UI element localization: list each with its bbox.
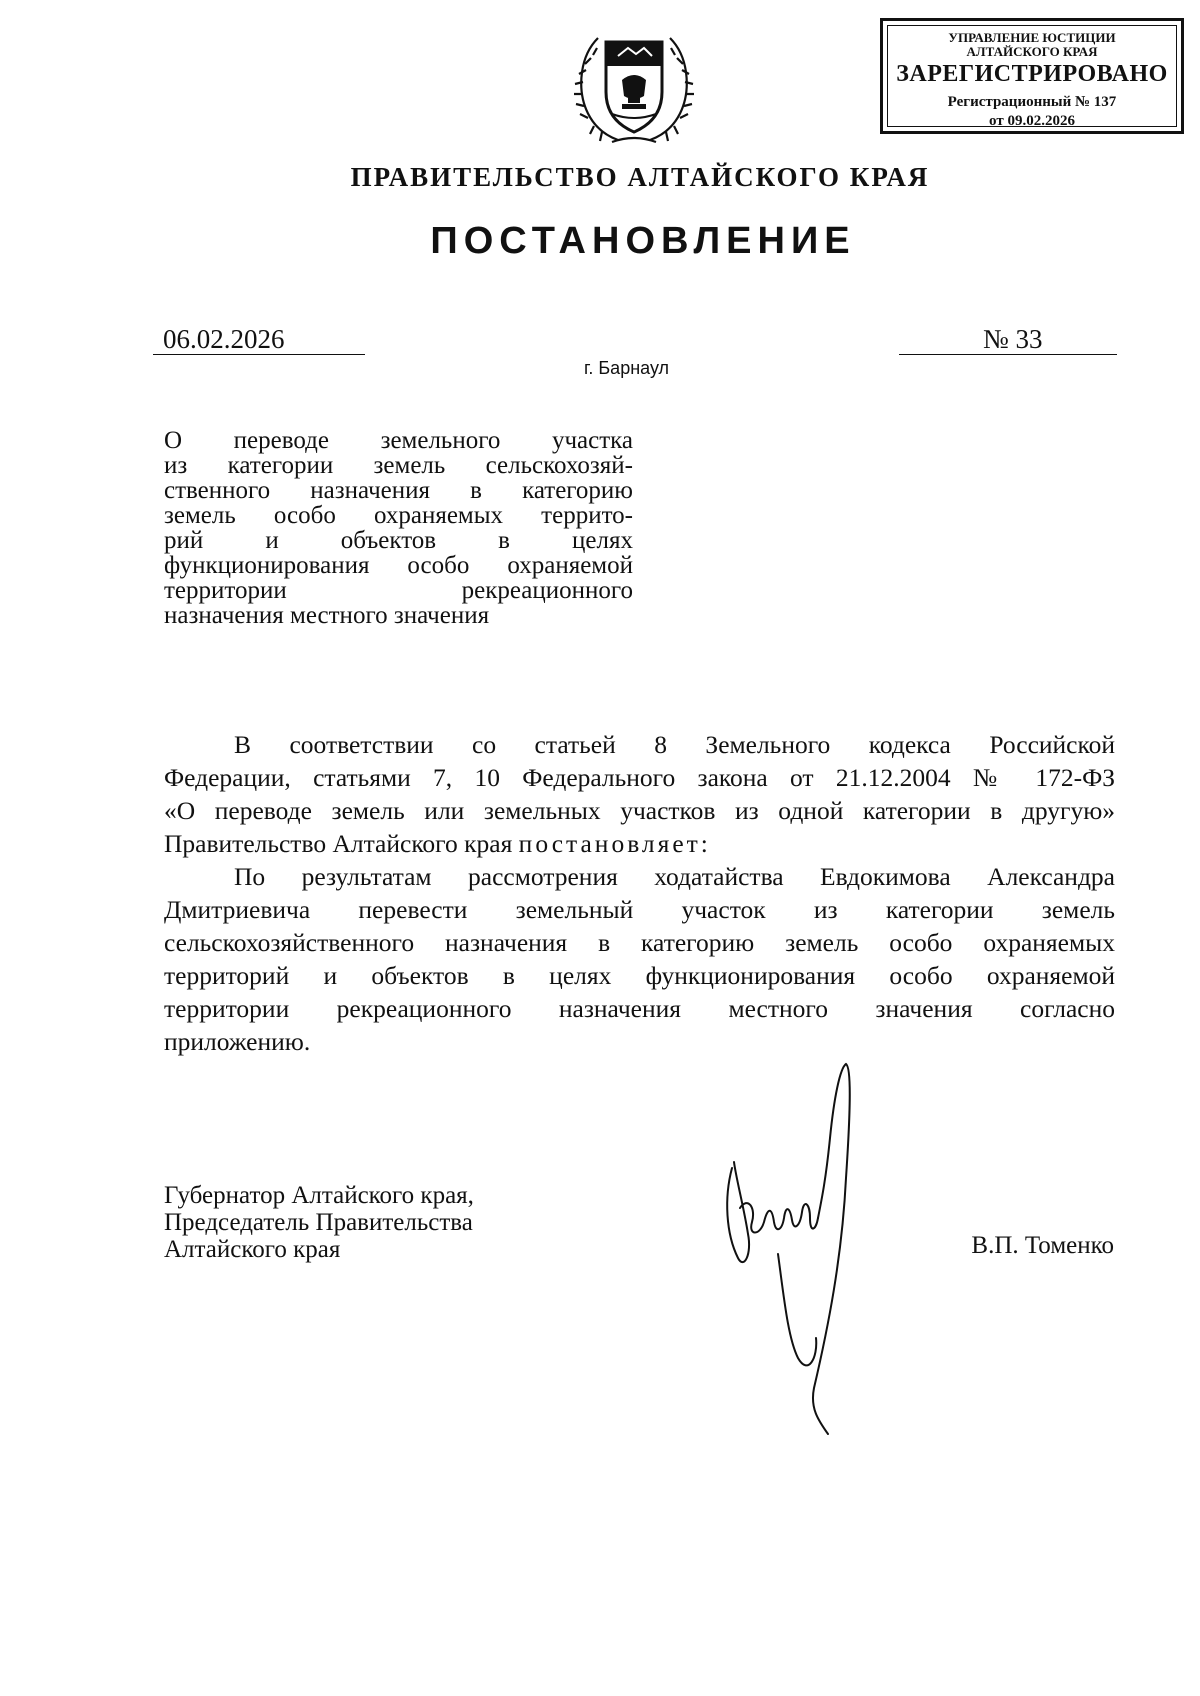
body-line: «О переводе земель или земельных участков из одной категории в другую» <box>164 796 1115 825</box>
stamp-reg-number: Регистрационный № 137 <box>947 94 1117 110</box>
coat-of-arms-icon <box>572 22 696 148</box>
body-line: сельскохозяйственного назначения в категорию земель особо охраняемых <box>164 928 1115 957</box>
document-number: № 33 <box>983 324 1043 354</box>
body-line: приложению. <box>164 1027 311 1056</box>
stamp-org-line-2: АЛТАЙСКОГО КРАЯ <box>966 44 1098 59</box>
body-line: территории рекреационного назначения местного значения согласно <box>164 994 1115 1023</box>
body-paragraph-2 <box>164 860 1115 1058</box>
subject-line: из категории земель сельскохозяй- <box>164 452 633 479</box>
document-type: ПОСТАНОВЛЕНИЕ <box>430 220 856 262</box>
body-paragraph-1 <box>164 728 1115 860</box>
body-line: Дмитриевича перевести земельный участок из категории земель <box>164 895 1115 924</box>
stamp-organization <box>883 31 1181 59</box>
decree-verb: постановляет: <box>518 829 711 858</box>
subject-line: земель особо охраняемых террито- <box>164 502 633 529</box>
document-body <box>164 728 1115 1058</box>
stamp-status: ЗАРЕГИСТРИРОВАНО <box>896 61 1168 87</box>
stamp-org-line-1: УПРАВЛЕНИЕ ЮСТИЦИИ <box>948 30 1116 45</box>
stamp-reg-date: от 09.02.2026 <box>989 113 1075 129</box>
subject-line: рий и объектов в целях <box>164 527 633 554</box>
stamp-registration <box>883 93 1181 131</box>
date-underline <box>153 354 365 355</box>
signer-position-line: Председатель Правительства <box>164 1209 473 1236</box>
subject-line: территории рекреационного <box>164 577 633 604</box>
number-underline <box>899 354 1117 355</box>
body-line: территорий и объектов в целях функционирования особо охраняемой <box>164 961 1115 990</box>
document-city: г. Барнаул <box>584 358 670 378</box>
signer-name: В.П. Томенко <box>971 1232 1114 1259</box>
subject-line: функционирования особо охраняемой <box>164 552 633 579</box>
handwritten-signature <box>718 1058 878 1448</box>
body-line: Федерации, статьями 7, 10 Федерального закона от 21.12.2004 № 172-ФЗ <box>164 763 1115 792</box>
subject-line: ственного назначения в категорию <box>164 477 633 504</box>
document-subject <box>164 428 633 628</box>
registration-stamp <box>880 18 1184 134</box>
document-date: 06.02.2026 <box>163 324 285 354</box>
government-name: ПРАВИТЕЛЬСТВО АЛТАЙСКОГО КРАЯ <box>350 162 930 192</box>
signer-position-line: Алтайского края <box>164 1236 341 1263</box>
body-line <box>164 827 1115 860</box>
body-line-text: Правительство Алтайского края <box>164 829 519 858</box>
subject-line: О переводе земельного участка <box>164 427 633 454</box>
body-line: По результатам рассмотрения ходатайства Евдокимова Александра <box>234 862 1115 891</box>
body-line: В соответствии со статьей 8 Земельного кодекса Российской <box>234 730 1115 759</box>
subject-line: назначения местного значения <box>164 602 490 629</box>
signer-position <box>164 1182 474 1263</box>
signer-position-line: Губернатор Алтайского края, <box>164 1182 474 1209</box>
